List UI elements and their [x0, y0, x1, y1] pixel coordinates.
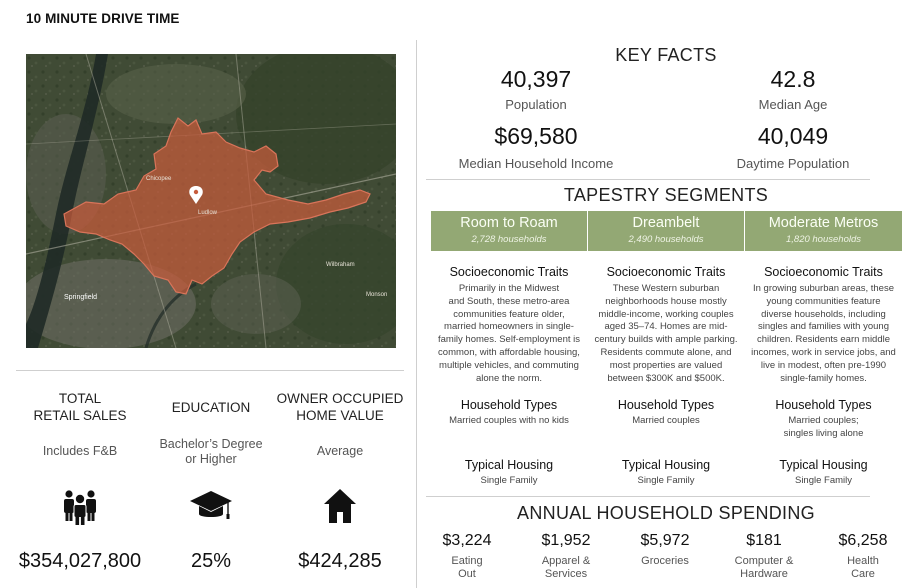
satellite-map — [26, 54, 396, 348]
spending-health-care-value: $6,258 — [838, 532, 888, 549]
spending-groceries-value: $5,972 — [640, 532, 690, 549]
segment-household-dreambelt: Household Types Married couples — [617, 398, 715, 426]
segment-header-moderate-metros: Moderate Metros 1,820 households — [745, 211, 902, 251]
drive-time-map[interactable] — [26, 54, 396, 348]
segment-household-room-to-roam: Household Types Married couples with no kids — [449, 398, 569, 426]
daytime-population-label: Daytime Population — [736, 156, 850, 171]
retail-sales-label: TOTAL RETAIL SALES — [33, 391, 127, 423]
education-label: EDUCATION — [171, 400, 251, 415]
spending-computer-label: Computer & Hardware — [734, 555, 794, 580]
median-age-value: 42.8 — [770, 66, 816, 92]
retail-sales-sub: Includes F&B — [42, 444, 118, 458]
spending-health-care-label: Health Care — [847, 555, 879, 580]
spending-title: ANNUAL HOUSEHOLD SPENDING — [517, 503, 815, 523]
segment-header-room-to-roam: Room to Roam 2,728 households — [431, 211, 587, 251]
segment-household-moderate-metros: Household Types Married couples; singles living alone — [775, 398, 872, 439]
center-divider — [416, 40, 417, 588]
map-label-springfield: Springfield — [64, 294, 98, 301]
education-sub: Bachelor’s Degree or Higher — [159, 437, 263, 466]
population-value: 40,397 — [500, 66, 572, 92]
segment-housing-moderate-metros: Typical Housing Single Family — [779, 458, 868, 486]
home-value-label: OWNER OCCUPIED HOME VALUE — [276, 391, 404, 423]
median-income-label: Median Household Income — [458, 156, 614, 171]
spending-eating-out-label: Eating Out — [451, 555, 483, 580]
segment-socio-room-to-roam: Socioeconomic Traits Primarily in the Midwest and South, these metro-area communities feature older, married homeowners in single- family homes. Self-employment is common, with affordable housing, multiple vehicles, and commuting alone the norm. — [437, 265, 581, 384]
map-label-wilbraham: Wilbraham — [326, 262, 355, 268]
education-value: 25% — [190, 550, 232, 572]
spending-eating-out-value: $3,224 — [442, 532, 492, 549]
population-label: Population — [505, 97, 567, 112]
tapestry-title: TAPESTRY SEGMENTS — [563, 185, 769, 205]
segment-housing-room-to-roam: Typical Housing Single Family — [464, 458, 554, 486]
key-facts-title: KEY FACTS — [615, 45, 717, 65]
house-icon — [272, 486, 408, 526]
map-label-monson: Monson — [366, 292, 388, 298]
median-income-value: $69,580 — [494, 123, 578, 149]
spending-apparel-label: Apparel & Services — [541, 555, 591, 580]
home-value-sub: Average — [316, 444, 364, 458]
retail-sales-value: $354,027,800 — [18, 550, 142, 572]
map-label-chicopee: Chicopee — [146, 176, 172, 182]
left-divider — [16, 370, 404, 371]
spending-groceries-label: Groceries — [641, 555, 689, 567]
segment-housing-dreambelt: Typical Housing Single Family — [621, 458, 711, 486]
segment-socio-moderate-metros: Socioeconomic Traits In growing suburban areas, these young communities feature diverse households, including singles and families with young children. Residents earn middle incomes, work in service jobs, and live in modest, often pre-1990 single-family homes. — [751, 265, 896, 384]
spending-computer-value: $181 — [746, 532, 782, 549]
median-age-label: Median Age — [758, 97, 828, 112]
key-facts-divider — [426, 179, 870, 180]
segment-socio-dreambelt: Socioeconomic Traits These Western suburban neighborhoods house mostly middle-income, working couples aged 35–74. Homes are mid- century builds with ample parking. Residents commute alone, and most properties are valued between $300K and $500K. — [594, 265, 738, 384]
spending-apparel-value: $1,952 — [541, 532, 591, 549]
tapestry-divider — [426, 496, 870, 497]
page-title: 10 MINUTE DRIVE TIME — [26, 11, 180, 26]
graduation-cap-icon — [146, 486, 276, 526]
home-value-value: $424,285 — [298, 550, 382, 572]
daytime-population-value: 40,049 — [757, 123, 829, 149]
map-label-ludlow: Ludlow — [198, 210, 218, 216]
people-group-icon — [16, 486, 144, 526]
segment-header-dreambelt: Dreambelt 2,490 households — [588, 211, 744, 251]
